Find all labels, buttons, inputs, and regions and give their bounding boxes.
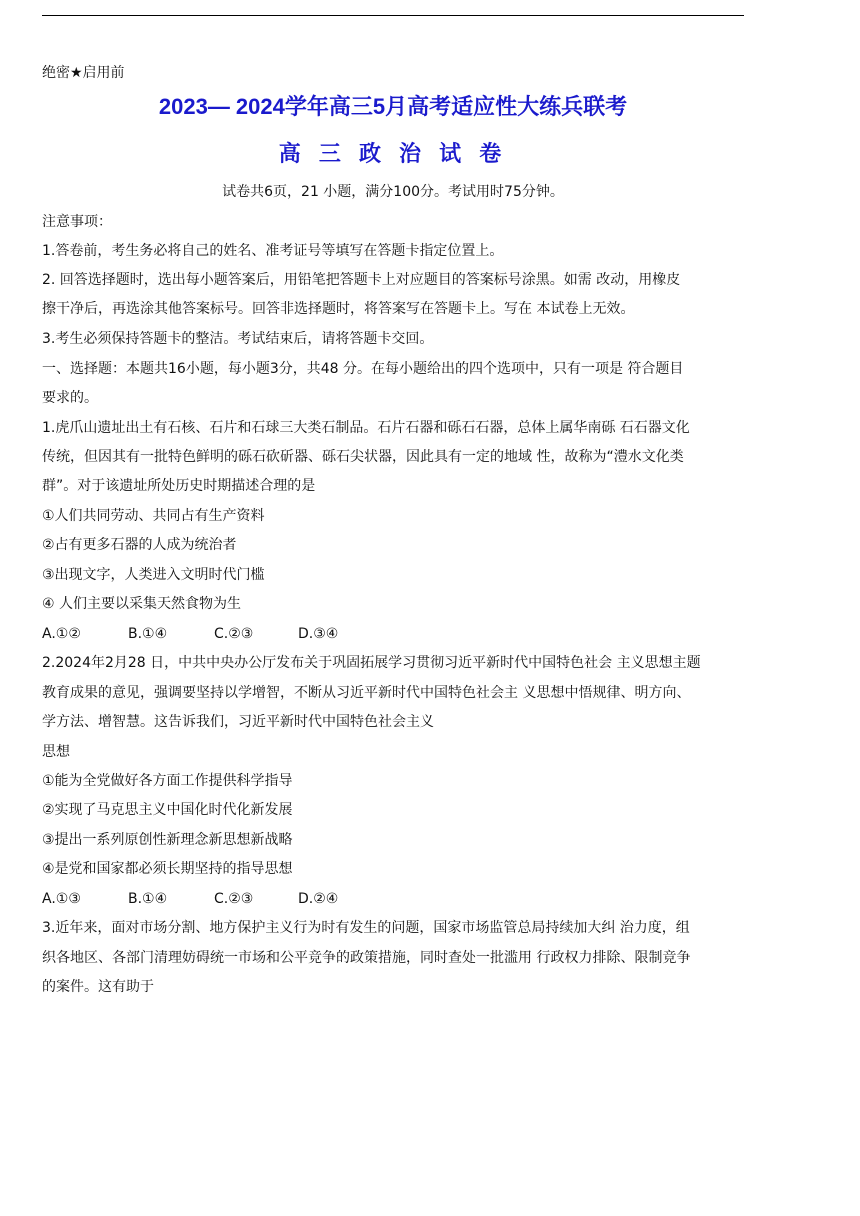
q2-stem-line-3: 学方法、增智慧。这告诉我们，习近平新时代中国特色社会主义 [42,714,434,730]
header-rule [42,15,744,16]
q1-statement-1: ①人们共同劳动、共同占有生产资料 [42,508,265,524]
notes-heading: 注意事项： [42,214,112,230]
q1-stem-line-1: 1.虎爪山遗址出土有石核、石片和石球三大类石制品。石片石器和砾石石器，总体上属华南砾 石石器文化 [42,420,690,436]
q1-statement-3: ③出现文字，人类进入文明时代门槛 [42,567,265,583]
q2-option-c: C.②③ [214,891,254,907]
q1-option-c: C.②③ [214,626,254,642]
q3-stem-line-2: 织各地区、各部门清理妨碍统一市场和公平竞争的政策措施，同时查处一批滥用 行政权力排除、限制竞争 [42,950,691,966]
q1-stem-line-3: 群”。对于该遗址所处历史时期描述合理的是 [42,478,316,494]
q2-statement-2: ②实现了马克思主义中国化时代化新发展 [42,802,293,818]
secret-label: 绝密★启用前 [42,65,125,81]
q1-options [42,625,338,643]
subject-title: 高 三 政 治 试 卷 [278,141,508,166]
q1-option-b: B.①④ [128,626,168,642]
section-intro-line-1: 一、选择题：本题共16小题，每小题3分，共48 分。在每小题给出的四个选项中，只有一项是 符合题目 [42,361,684,377]
q1-statement-4: ④ 人们主要以采集天然食物为生 [42,596,242,612]
exam-info: 试卷共6页，21 小题，满分100分。考试用时75分钟。 [222,184,564,200]
q2-options [42,890,338,908]
q1-statement-2: ②占有更多石器的人成为统治者 [42,537,237,553]
q2-option-a: A.①③ [42,891,81,907]
q2-statement-4: ④是党和国家都必须长期坚持的指导思想 [42,861,293,877]
q3-stem-line-3: 的案件。这有助于 [42,979,154,995]
q1-option-d: D.③④ [298,626,339,642]
note-item-2-line-1: 2. 回答选择题时，选出每小题答案后，用铅笔把答题卡上对应题目的答案标号涂黑。如需 改动，用橡皮 [42,272,681,288]
q2-option-b: B.①④ [128,891,168,907]
note-item-3: 3.考生必须保持答题卡的整洁。考试结束后，请将答题卡交回。 [42,331,434,347]
q2-stem-line-4: 思想 [42,744,70,760]
q2-statement-3: ③提出一系列原创性新理念新思想新战略 [42,832,293,848]
note-item-1: 1.答卷前，考生务必将自己的姓名、准考证号等填写在答题卡指定位置上。 [42,243,504,259]
q1-stem-line-2: 传统，但因其有一批特色鲜明的砾石砍斫器、砾石尖状器，因此具有一定的地域 性，故称为“澧水文化类 [42,449,684,465]
section-intro-line-2: 要求的。 [42,390,98,406]
q2-stem-line-1: 2.2024年2月28 日，中共中央办公厅发布关于巩固拓展学习贯彻习近平新时代中国特色社会 主义思想主题 [42,655,701,671]
q1-option-a: A.①② [42,626,81,642]
q2-stem-line-2: 教育成果的意见，强调要坚持以学增智，不断从习近平新时代中国特色社会主 义思想中悟规律、明方向、 [42,685,691,701]
q2-statement-1: ①能为全党做好各方面工作提供科学指导 [42,773,293,789]
note-item-2-line-2: 擦干净后，再选涂其他答案标号。回答非选择题时，将答案写在答题卡上。写在 本试卷上无效。 [42,301,635,317]
q3-stem-line-1: 3.近年来，面对市场分割、地方保护主义行为时有发生的问题，国家市场监管总局持续加大纠 治力度，组 [42,920,690,936]
q2-option-d: D.②④ [298,891,339,907]
exam-title: 2023— 2024学年高三5月高考适应性大练兵联考 [158,94,628,119]
